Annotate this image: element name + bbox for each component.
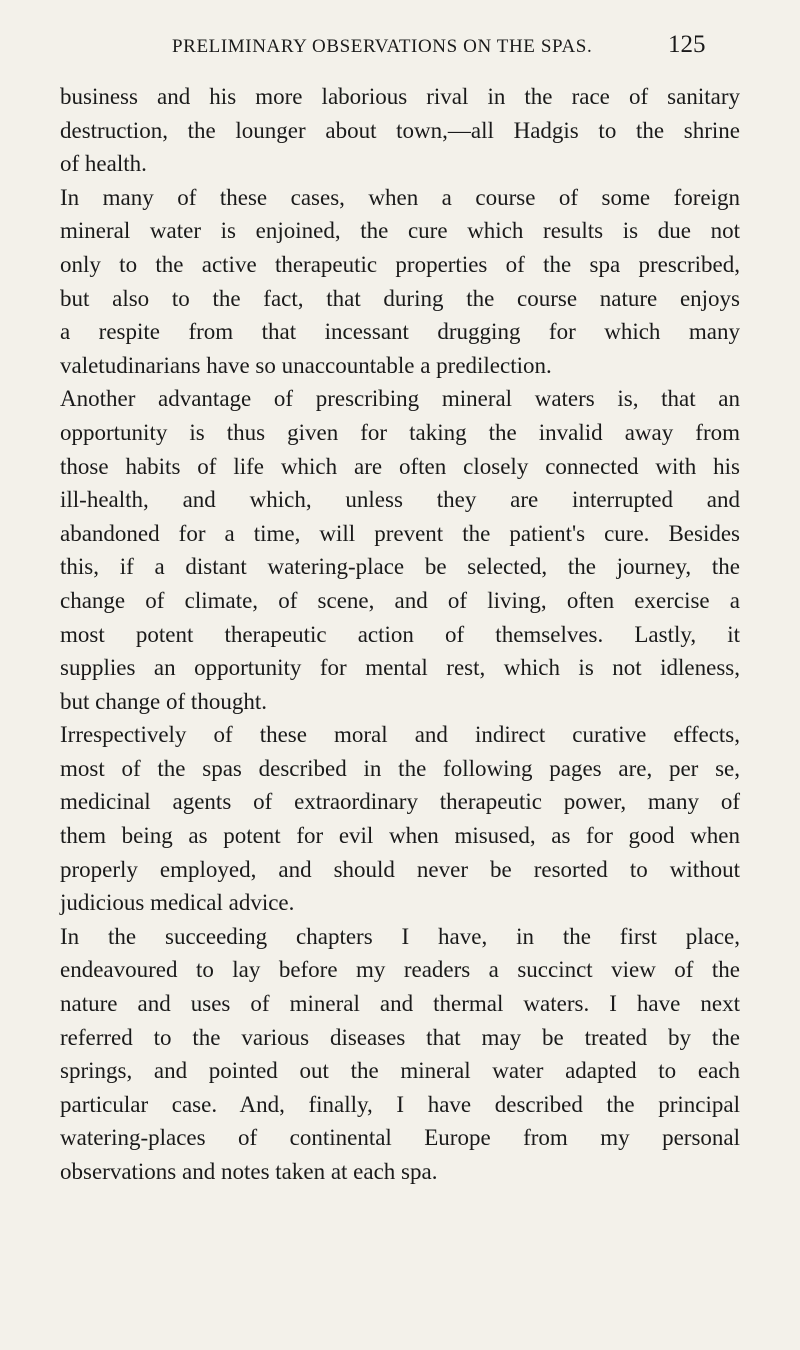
page-number: 125	[668, 31, 706, 58]
text-line: mineral water is enjoined, the cure which results is due not	[60, 218, 740, 244]
text-line: nature and uses of mineral and thermal waters. I have next	[60, 991, 740, 1017]
text-line: properly employed, and should never be resorted to without	[60, 856, 740, 882]
text-line: them being as potent for evil when misused, as for good when	[60, 823, 740, 849]
text-line: supplies an opportunity for mental rest, which is not idleness,	[60, 655, 740, 681]
text-line: In many of these cases, when a course of some foreign	[60, 184, 740, 210]
text-line: referred to the various diseases that may be treated by the	[60, 1024, 740, 1050]
text-line: change of climate, of scene, and of living, often exercise a	[60, 587, 740, 613]
text-line: most potent therapeutic action of themselves. Lastly, it	[60, 621, 740, 647]
text-line: this, if a distant watering-place be selected, the journey, the	[60, 554, 740, 580]
text-line: business and his more laborious rival in the race of sanitary	[60, 84, 740, 109]
text-line: watering-places of continental Europe from my personal	[60, 1125, 740, 1151]
text-line: destruction, the lounger about town,—all Hadgis to the shrine	[60, 117, 740, 143]
text-line: only to the active therapeutic properties of the spa prescribed,	[60, 251, 740, 277]
text-line: opportunity is thus given for taking the invalid away from	[60, 419, 740, 445]
page-header	[0, 31, 800, 66]
text-line: abandoned for a time, will prevent the patient's cure. Besides	[60, 520, 740, 546]
text-line: those habits of life which are often closely connected with his	[60, 453, 740, 479]
text-line: ill-health, and which, unless they are interrupted and	[60, 487, 740, 513]
text-line: of health.	[60, 151, 147, 177]
text-line: Irrespectively of these moral and indirect curative effects,	[60, 722, 740, 748]
text-line: In the succeeding chapters I have, in the first place,	[60, 923, 740, 949]
text-line: most of the spas described in the following pages are, per se,	[60, 755, 740, 781]
text-line: but also to the fact, that during the course nature enjoys	[60, 285, 740, 311]
text-line: a respite from that incessant drugging for which many	[60, 319, 740, 345]
text-line: observations and notes taken at each spa.	[60, 1159, 438, 1184]
text-line: valetudinarians have so unaccountable a predilection.	[60, 352, 552, 378]
text-line: particular case. And, finally, I have described the principal	[60, 1091, 740, 1117]
text-line: Another advantage of prescribing mineral waters is, that an	[60, 386, 740, 412]
text-line: springs, and pointed out the mineral water adapted to each	[60, 1058, 740, 1084]
body-text	[60, 80, 740, 1189]
text-line: medicinal agents of extraordinary therapeutic power, many of	[60, 789, 740, 815]
text-line: endeavoured to lay before my readers a succinct view of the	[60, 957, 740, 983]
text-line: judicious medical advice.	[60, 890, 295, 916]
running-head: PRELIMINARY OBSERVATIONS ON THE SPAS.	[172, 36, 593, 57]
text-line: but change of thought.	[60, 688, 267, 714]
